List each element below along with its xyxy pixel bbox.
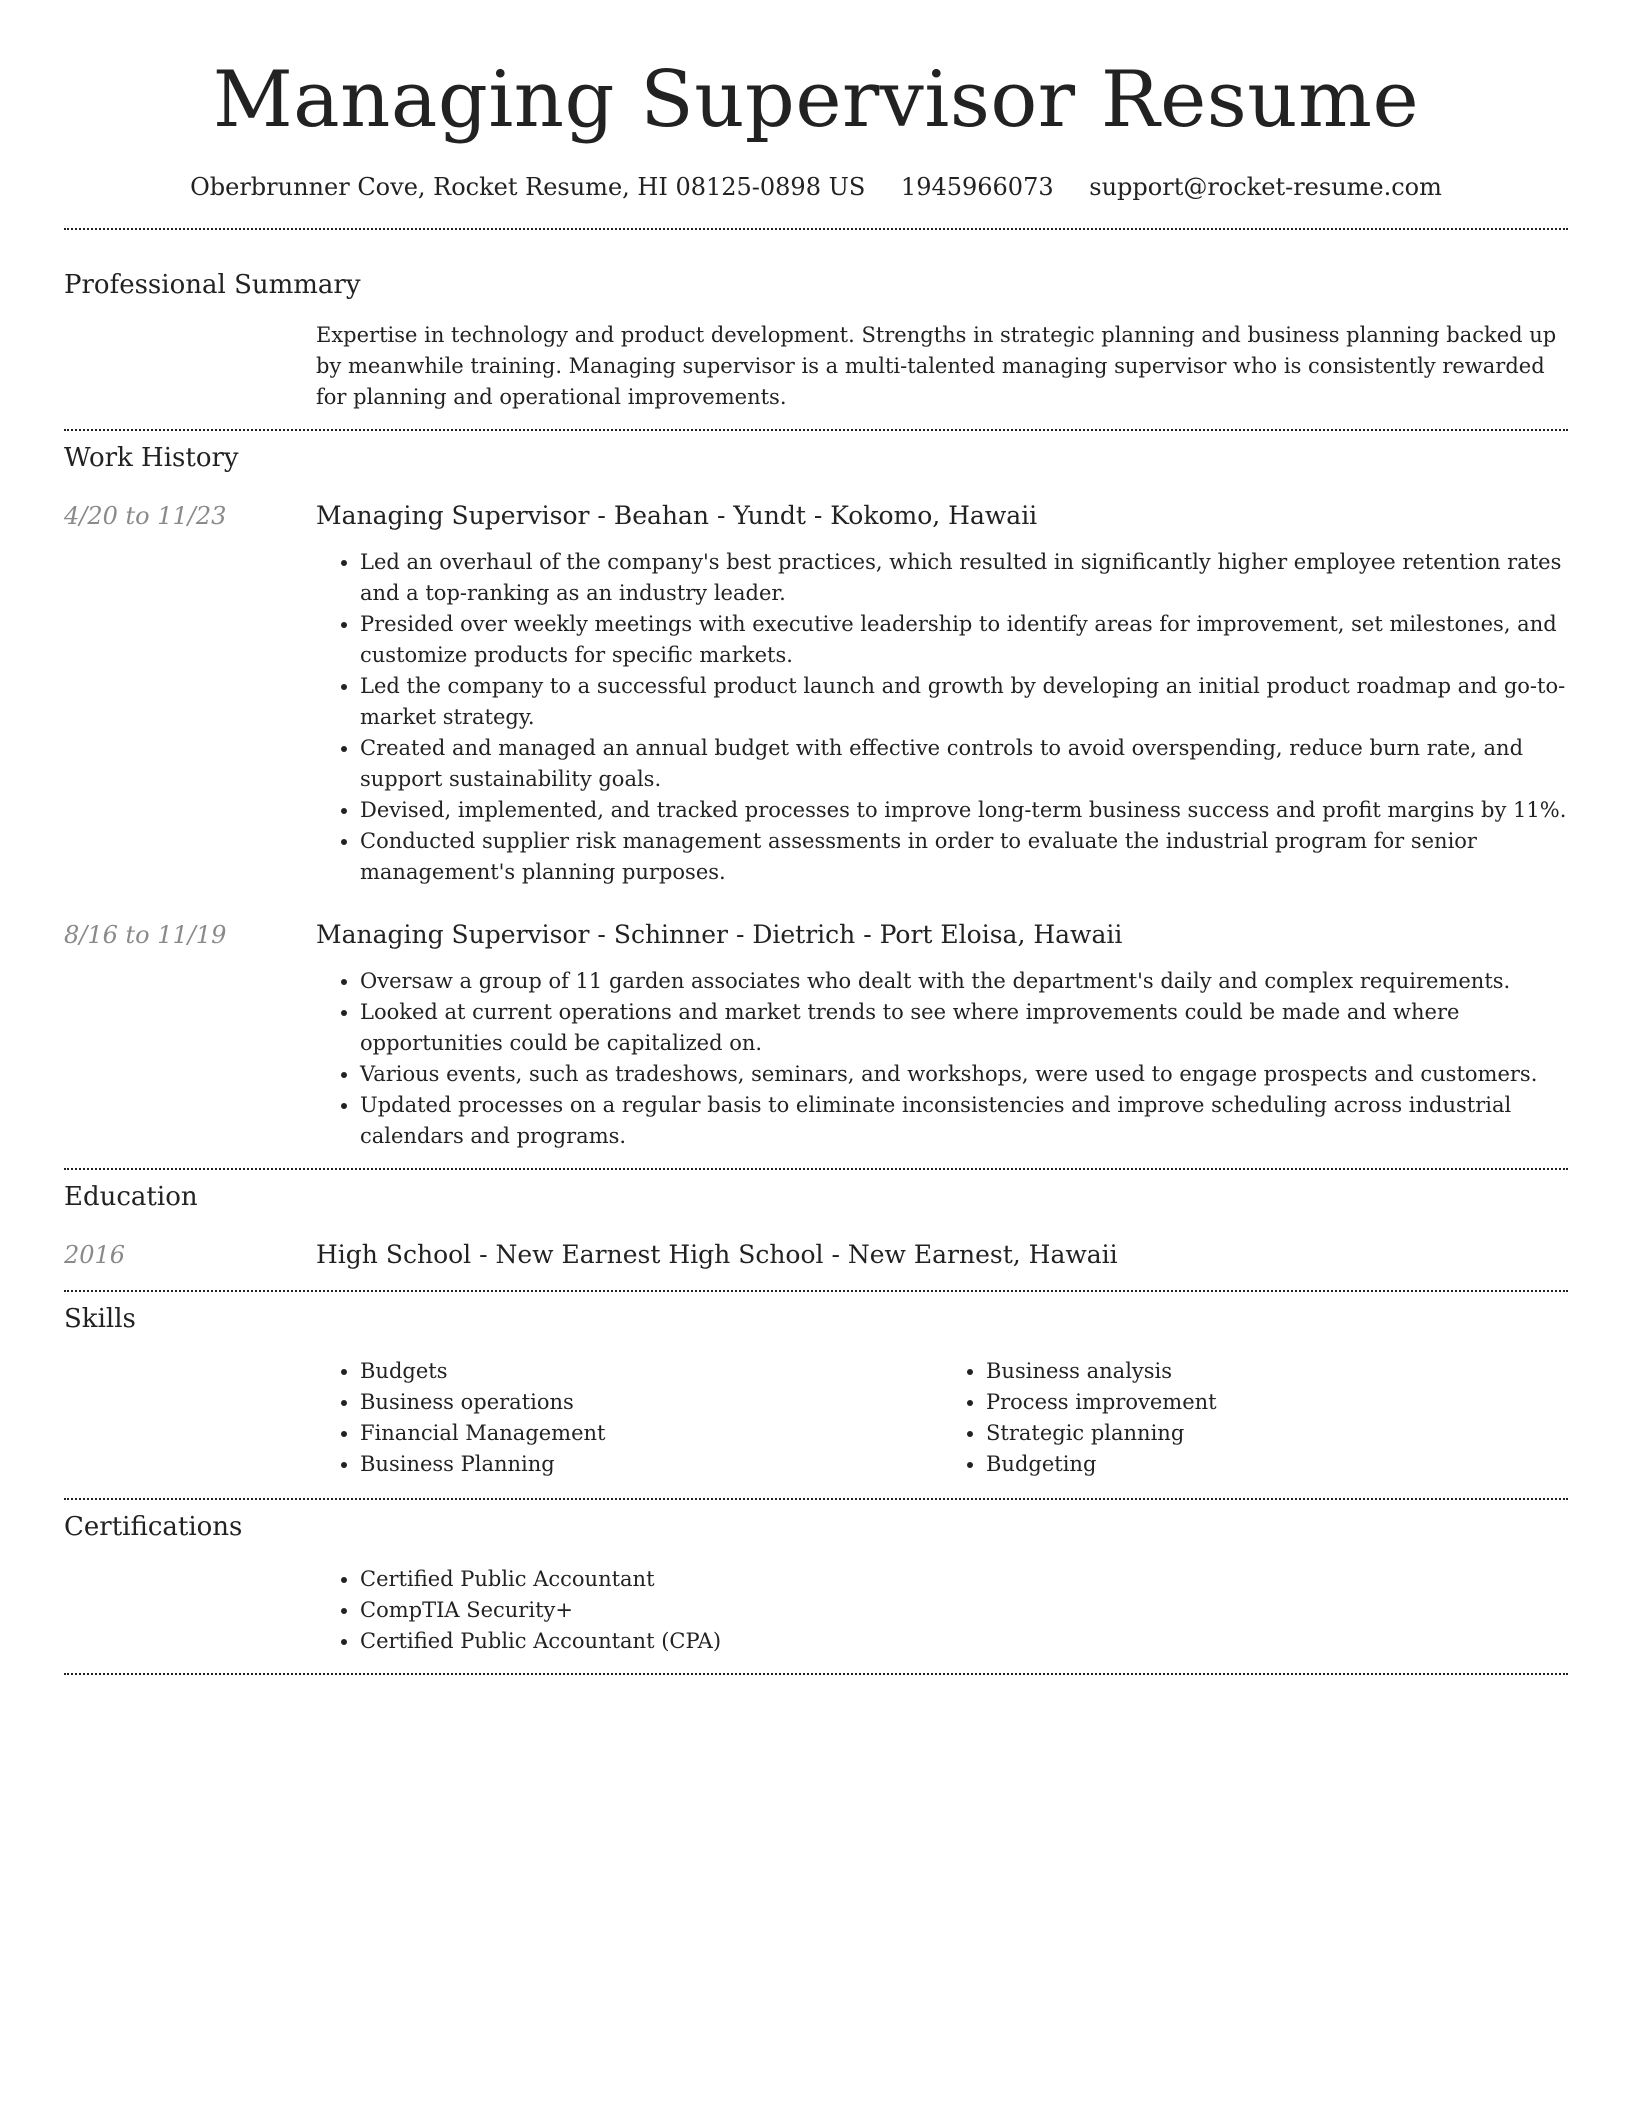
skills-section xyxy=(64,1302,1568,1480)
job-bullet: • Oversaw a group of 11 garden associates who dealt with the department's daily and complex requirements. xyxy=(360,966,1568,997)
job-title: Managing Supervisor - Schinner - Dietrich - Port Eloisa, Hawaii xyxy=(316,920,1123,949)
job-bullet: • Created and managed an annual budget with effective controls to avoid overspending, reduce burn rate, and support sustainability goals. xyxy=(360,733,1568,795)
job-bullet: • Presided over weekly meetings with executive leadership to identify areas for improvement, set milestones, and customize products for specific markets. xyxy=(360,609,1568,671)
skill-item: • Budgets xyxy=(360,1356,942,1387)
job-title: Managing Supervisor - Beahan - Yundt - Kokomo, Hawaii xyxy=(316,501,1038,530)
education-heading: Education xyxy=(64,1182,198,1212)
section-divider xyxy=(64,429,1568,431)
skills-list-left xyxy=(316,1356,942,1480)
certification-item: • Certified Public Accountant xyxy=(360,1564,1568,1595)
skill-item: • Budgeting xyxy=(986,1449,1568,1480)
summary-text: Expertise in technology and product development. Strengths in strategic planning and business planning backed up by meanwhile training. Managing supervisor is a multi-talented managing supervisor who is consistently rewarded for planning and operational improvements. xyxy=(316,323,1557,409)
job-bullet: • Looked at current operations and market trends to see where improvements could be made and where opportunities could be capitalized on. xyxy=(360,997,1568,1059)
education-date: 2016 xyxy=(64,1241,126,1269)
job-bullets xyxy=(316,966,1568,1152)
certifications-section xyxy=(64,1510,1568,1657)
summary-heading: Professional Summary xyxy=(64,270,361,300)
skill-item: • Process improvement xyxy=(986,1387,1568,1418)
skills-heading: Skills xyxy=(64,1304,136,1334)
work-history-heading: Work History xyxy=(64,443,239,473)
job-bullet: • Conducted supplier risk management assessments in order to evaluate the industrial program for senior management's planning purposes. xyxy=(360,826,1568,888)
section-divider xyxy=(64,1498,1568,1500)
job-entry xyxy=(64,499,1568,888)
skills-list-right xyxy=(942,1356,1568,1480)
certification-item: • CompTIA Security+ xyxy=(360,1595,1568,1626)
skill-item: • Strategic planning xyxy=(986,1418,1568,1449)
skill-item: • Business analysis xyxy=(986,1356,1568,1387)
skill-item: • Business Planning xyxy=(360,1449,942,1480)
education-entry xyxy=(64,1238,1568,1272)
job-bullets xyxy=(316,547,1568,888)
job-bullet: • Devised, implemented, and tracked processes to improve long-term business success and profit margins by 11%. xyxy=(360,795,1568,826)
job-entry xyxy=(64,918,1568,1152)
job-dates: 4/20 to 11/23 xyxy=(64,502,227,530)
certifications-heading: Certifications xyxy=(64,1512,243,1542)
page-title: Managing Supervisor Resume xyxy=(212,55,1420,145)
job-dates: 8/16 to 11/19 xyxy=(64,921,227,949)
section-divider xyxy=(64,1290,1568,1292)
contact-phone: 1945966073 xyxy=(900,173,1054,201)
job-bullet: • Led the company to a successful product launch and growth by developing an initial product roadmap and go-to-market strategy. xyxy=(360,671,1568,733)
section-divider xyxy=(64,1168,1568,1170)
skill-item: • Business operations xyxy=(360,1387,942,1418)
section-divider xyxy=(64,228,1568,230)
job-bullet: • Updated processes on a regular basis to eliminate inconsistencies and improve scheduling across industrial calendars and programs. xyxy=(360,1090,1568,1152)
summary-section xyxy=(64,268,1568,413)
contact-info xyxy=(64,170,1568,204)
certifications-list xyxy=(316,1564,1568,1657)
skill-item: • Financial Management xyxy=(360,1418,942,1449)
certification-item: • Certified Public Accountant (CPA) xyxy=(360,1626,1568,1657)
education-section xyxy=(64,1180,1568,1272)
job-bullet: • Led an overhaul of the company's best practices, which resulted in significantly higher employee retention rates and a top-ranking as an industry leader. xyxy=(360,547,1568,609)
job-bullet: • Various events, such as tradeshows, seminars, and workshops, were used to engage prospects and customers. xyxy=(360,1059,1568,1090)
education-title: High School - New Earnest High School - New Earnest, Hawaii xyxy=(316,1240,1118,1269)
contact-email: support@rocket-resume.com xyxy=(1089,173,1442,201)
contact-address: Oberbrunner Cove, Rocket Resume, HI 08125-0898 US xyxy=(190,173,866,201)
work-history-section xyxy=(64,441,1568,1152)
section-divider xyxy=(64,1673,1568,1675)
